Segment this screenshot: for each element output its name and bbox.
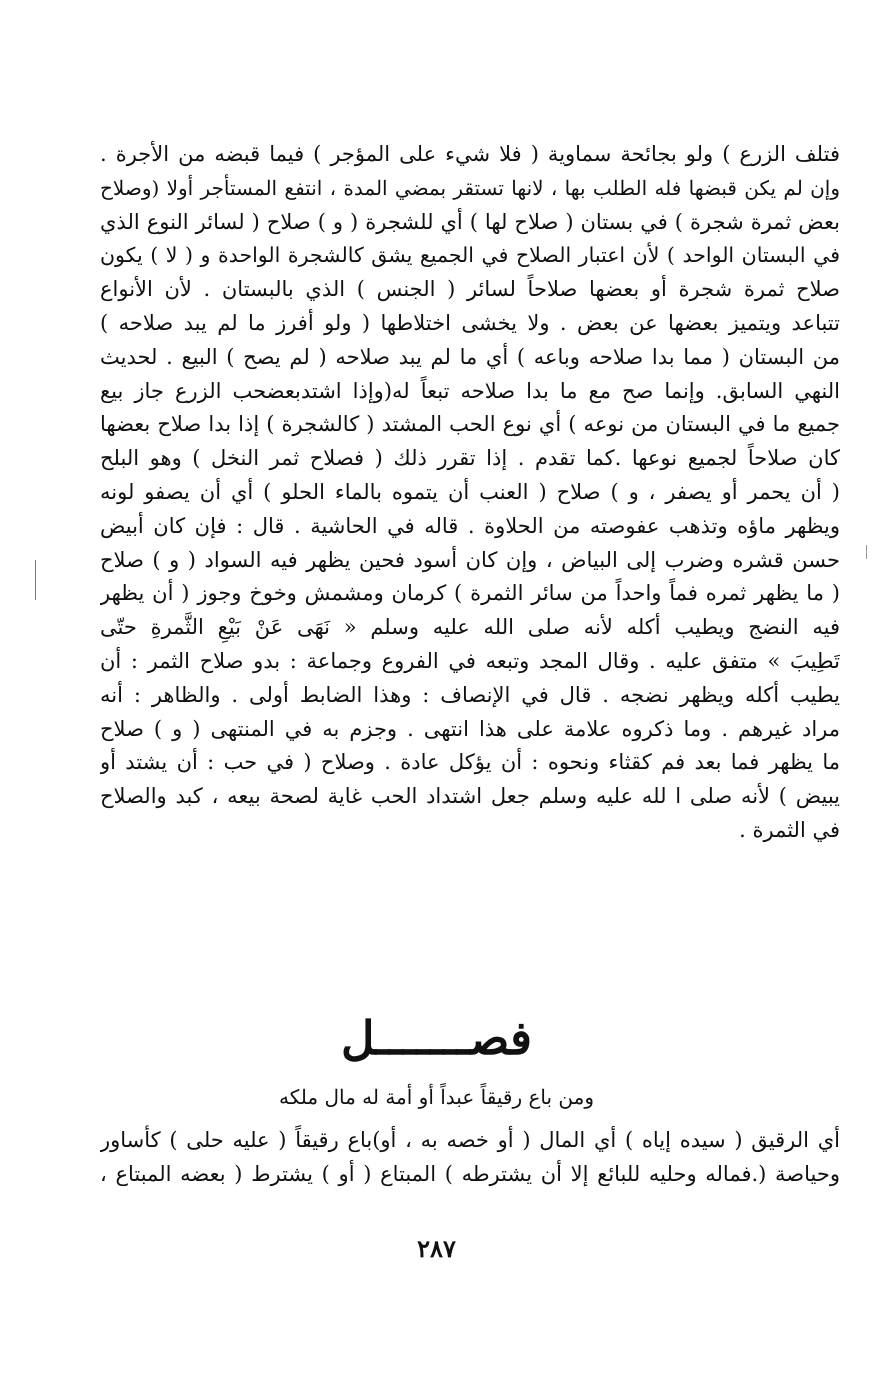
text-line: تتباعد ويتميز بعضها عن بعض . ولا يخشى اختلاطها ( ولو أفرز ما لم يبد صلاحه ): [100, 310, 840, 335]
text-line: أي الرقيق ( سيده إياه ) أي المال ( أو خصه به ، أو)باع رقيقاً ( عليه حلى ) كأساور: [100, 1128, 840, 1152]
text-line: يطيب أكله ويظهر نضجه . قال في الإنصاف : وهذا الضابط أولى . والظاهر : أنه: [100, 682, 840, 707]
text-line: جميع ما في البستان من نوعه ) أي نوع الحب المشتد ( كالشجرة ) إذا بدا صلاح بعضها: [100, 412, 840, 437]
text-line: يبيض ) لأنه صلى ا لله عليه وسلم جعل اشتداد الحب غاية لصحة بيعه ، كبد والصلاح: [100, 784, 840, 809]
text-line: كان صلاحاً لجميع نوعها .كما تقدم . إذا تقرر ذلك ( فصلاح ثمر النخل ) وهو البلح: [100, 446, 840, 471]
text-line: فتلف الزرع ) ولو بجائحة سماوية ( فلا شيء على المؤجر ) فيما قبضه من الأجرة .: [100, 142, 840, 166]
section-heading-start: فصـ: [456, 1011, 533, 1065]
section-subheading: ومن باع رقيقاً عبداً أو أمة له مال ملكه: [279, 1085, 594, 1109]
text-line: من البستان ( مما بدا صلاحه وباعه ) أي ما لم يبد صلاحه ( لم يصح ) البيع . لحديث: [100, 344, 840, 369]
text-line: مراد غيرهم . وما ذكروه علامة على هذا انتهى . وجزم به في المنتهى ( و ) صلاح: [100, 716, 840, 741]
section-heading-end: ـل: [340, 1011, 390, 1065]
text-line: النهي السابق. وإنما صح مع ما بدا صلاحه تبعاً له(وإذا اشتدبعضحب الزرع جاز بيع: [100, 378, 840, 403]
text-line: ( أن يحمر أو يصفر ، و ) صلاح ( العنب أن يتموه بالماء الحلو ) أي أن يصفو لونه: [100, 479, 840, 504]
text-line: تَطِيبَ » متفق عليه . وقال المجد وتبعه في الفروع وجماعة : بدو صلاح الثمر : أن: [100, 648, 840, 673]
second-paragraph: [100, 1124, 840, 1192]
main-paragraph: [100, 138, 840, 848]
text-line: حسن قشره وضرب إلى البياض ، وإن كان أسود فحين يظهر فيه السواد ( و ) صلاح: [100, 547, 840, 572]
text-line: ما يظهر فما بعد فم كقثاء ونحوه : أن يؤكل عادة . وصلاح ( في حب : أن يشتد أو: [100, 750, 840, 775]
text-line: في الثمرة .: [739, 817, 840, 842]
section-heading: [0, 1006, 873, 1070]
text-line: وحياصة (.فماله وحليه للبائع إلا أن يشترطه ) المبتاع ( أو ) يشترط ( بعضه المبتاع ،: [100, 1161, 840, 1186]
section-heading-stretch: ـــــ: [389, 1011, 457, 1065]
margin-mark: [866, 545, 867, 559]
text-line: بعض ثمرة شجرة ) في بستان ( صلاح لها ) أي للشجرة ( و ) صلاح ( لسائر النوع الذي: [100, 209, 840, 234]
text-line: في البستان الواحد ) لأن اعتبار الصلاح في الجميع يشق كالشجرة الواحدة و ( لا ) يكون: [100, 243, 840, 268]
text-line: فيه النضج ويطيب أكله لأنه صلى الله عليه وسلم « نَهَى عَنْ بَيْعِ الثَّمرةِ حتّى: [100, 615, 840, 640]
margin-mark: [35, 560, 36, 600]
text-line: وإن لم يكن قبضها فله الطلب بها ، لانها تستقر بمضي المدة ، انتفع المستأجر أولا (وصلاح: [100, 175, 840, 200]
page-number: ٢٨٧: [417, 1234, 456, 1263]
text-line: ويظهر ماؤه وتذهب عفوصته من الحلاوة . قاله في الحاشية . قال : فإن كان أبيض: [100, 513, 840, 538]
text-line: ( ما يظهر ثمره فماً واحداً من سائر الثمرة ) كرمان ومشمش وخوخ وجوز ( أن يظهر: [100, 581, 840, 606]
text-line: صلاح ثمرة شجرة أو بعضها صلاحاً لسائر ( الجنس ) الذي بالبستان . لأن الأنواع: [100, 277, 840, 302]
